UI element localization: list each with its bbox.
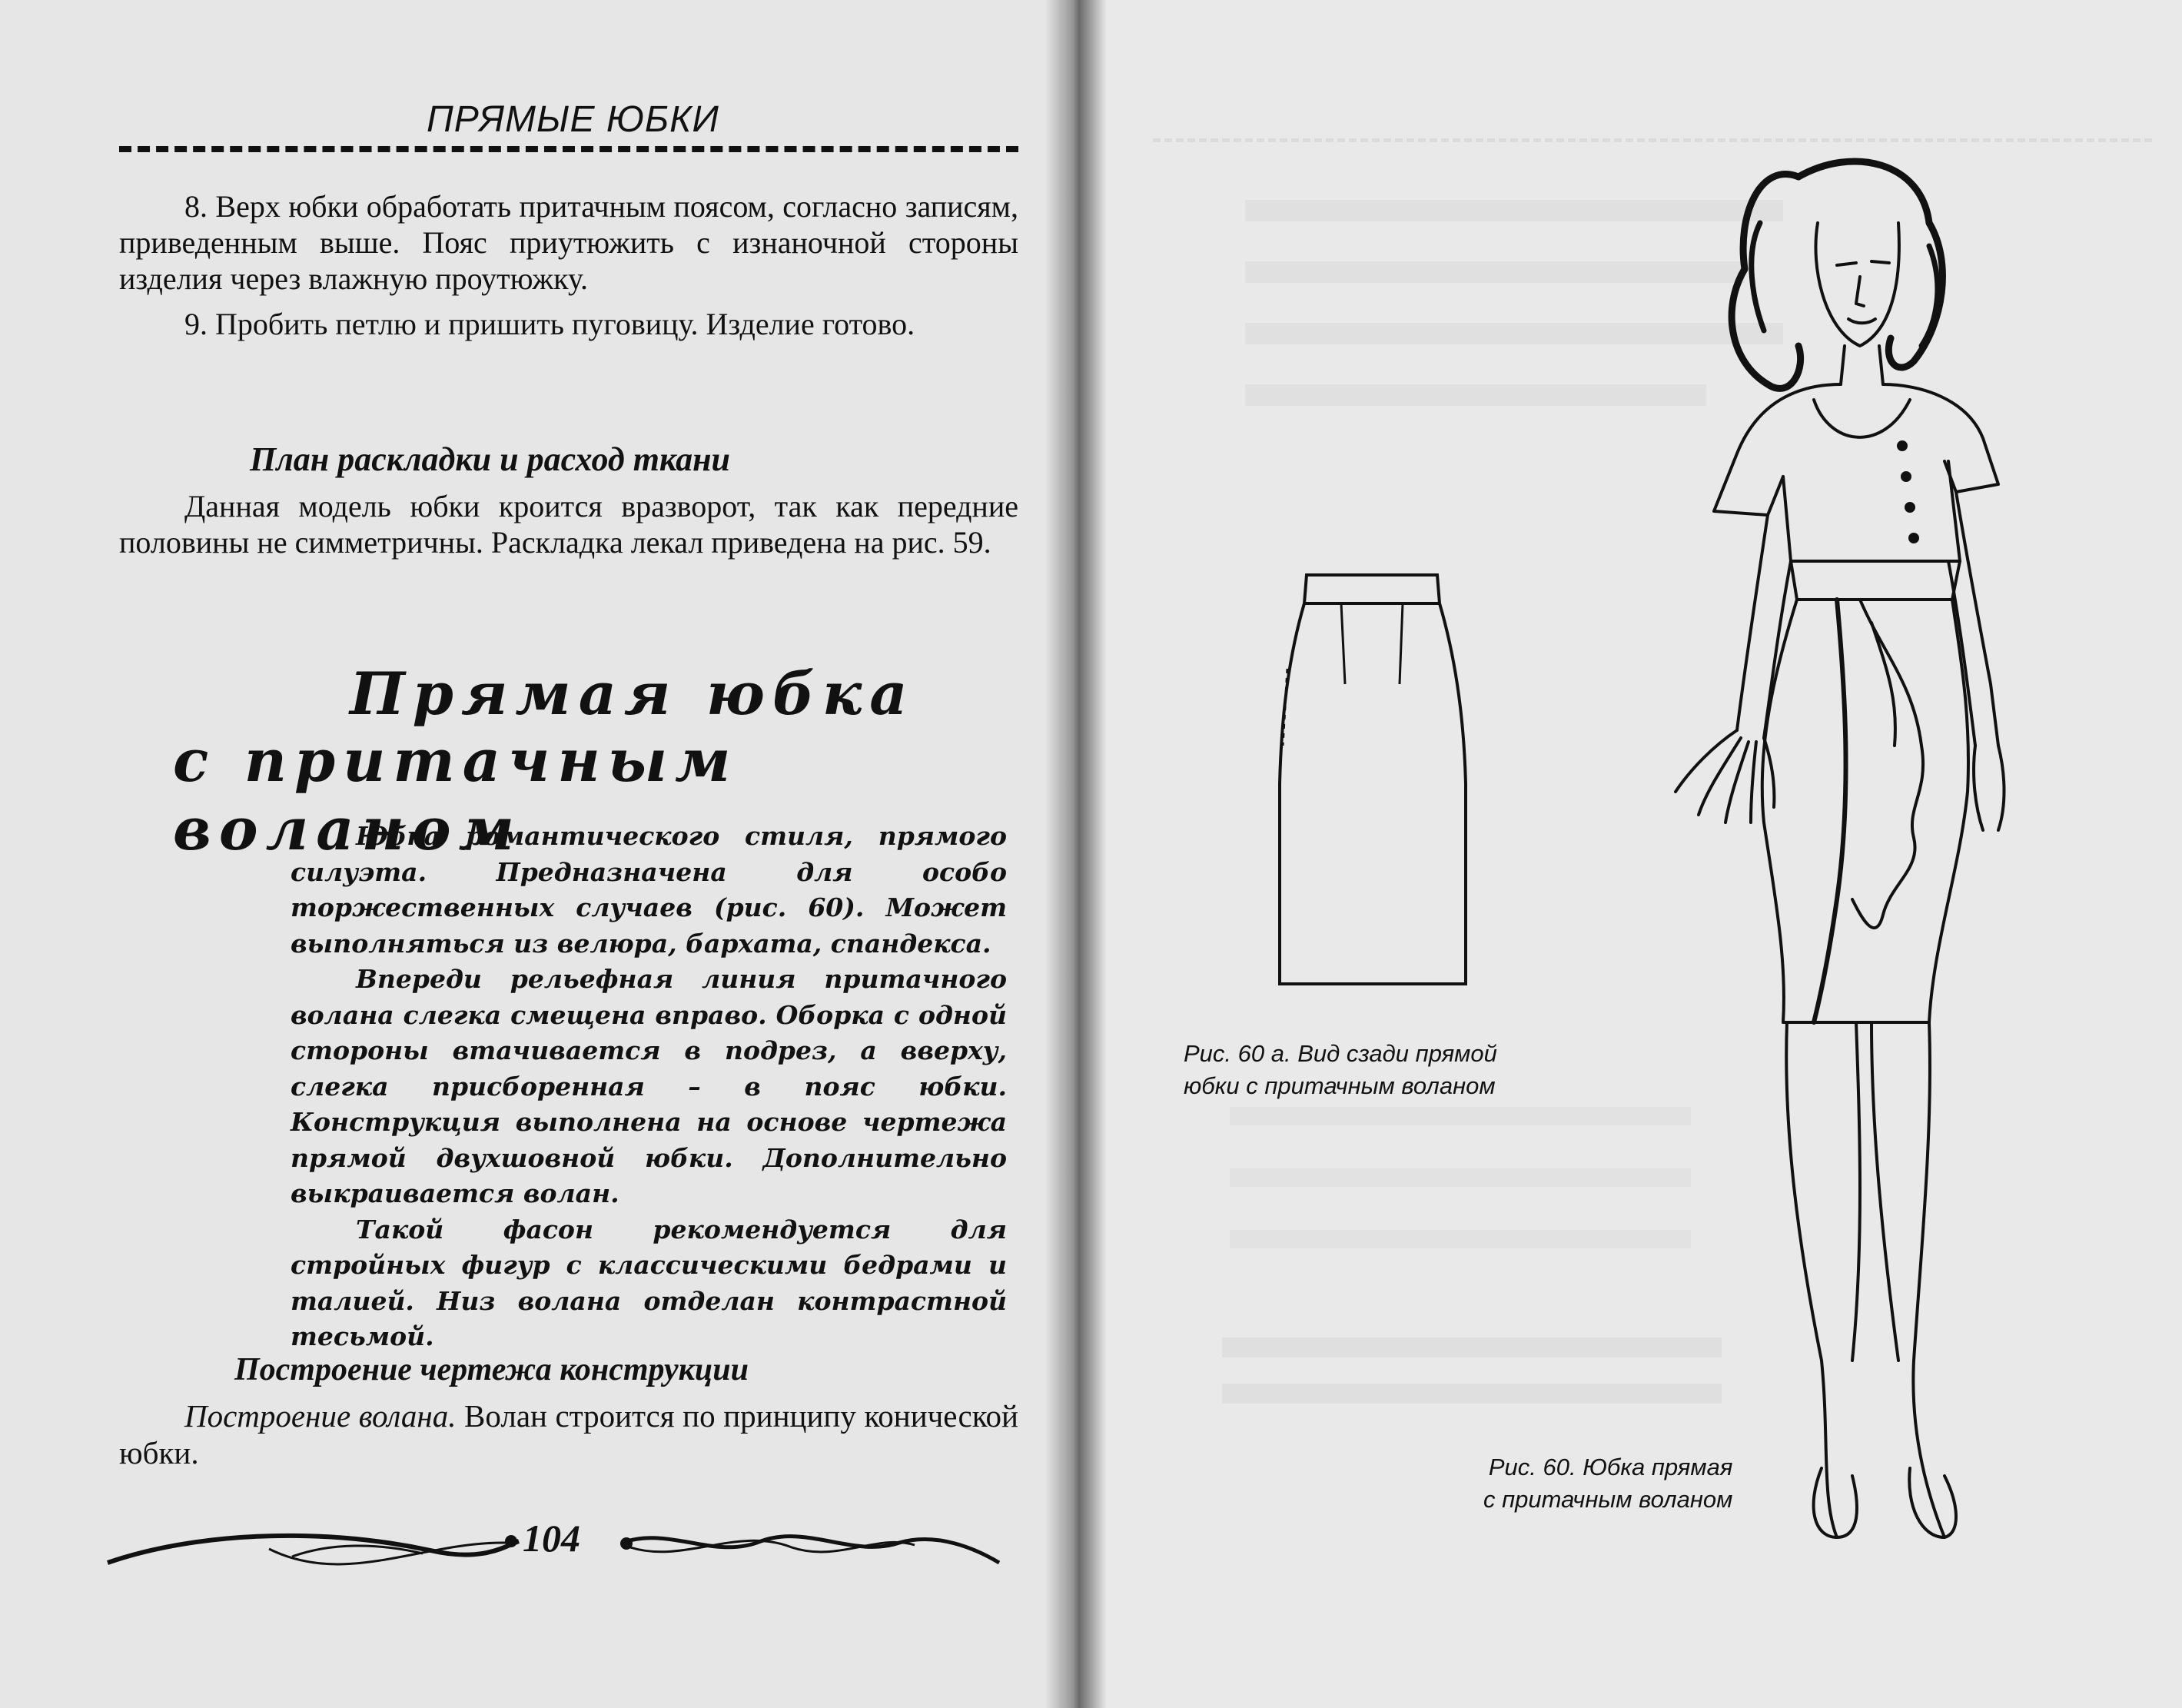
left-page bbox=[0, 0, 1076, 1708]
text-block-steps bbox=[119, 188, 1018, 342]
caption-front-view-line-2: с притачным воланом bbox=[1483, 1486, 1733, 1513]
intro-paragraph-2: Впереди рельефная линия притачного волана слегка смещена вправо. Оборка с одной стороны втачивается в подрез, а вверху, слегка присборенная – в пояс юбки. Конструкция выполнена на основе чертежа прямой двухшовной юбки. Дополнительно выкраивается волан. bbox=[291, 964, 1007, 1208]
layout-heading: План раскладки и расход ткани bbox=[250, 440, 731, 478]
paragraph-step-8: 8. Верх юбки обработать притачным поясом, согласно записям, приведенным выше. Пояс приутюжить с изнаночной стороны изделия через влажную проутюжку. bbox=[119, 189, 1018, 296]
caption-back-view-line-1: Рис. 60 а. Вид сзади прямой bbox=[1184, 1040, 1497, 1067]
caption-front-view bbox=[1483, 1451, 1732, 1516]
running-head: ПРЯМЫЕ ЮБКИ bbox=[427, 99, 719, 140]
layout-paragraph bbox=[119, 488, 1018, 560]
construction-heading: Построение чертежа конструкции bbox=[234, 1352, 749, 1387]
right-page bbox=[1076, 0, 2182, 1708]
chapter-title-line-2: с притачным воланом bbox=[173, 726, 739, 863]
chapter-title-line-1: Прямая юбка bbox=[350, 660, 915, 728]
header-dashed-rule bbox=[119, 146, 1018, 152]
construction-paragraph bbox=[119, 1397, 1018, 1471]
layout-text: Данная модель юбки кроится вразворот, так как передние половины не симметричны. Раскладка лекал приведена на рис. 59. bbox=[119, 489, 1018, 560]
construction-text: Волан строится по принципу конической юбки. bbox=[119, 1398, 1018, 1470]
intro-paragraph-1: Юбка романтического стиля, прямого силуэта. Предназначена для особо торжественных случаев (рис. 60). Может выполняться из велюра, бархата, спандекса. bbox=[291, 821, 1007, 959]
woman-in-skirt-with-flounce-drawing bbox=[1606, 131, 2067, 1553]
intro-paragraph-3: Такой фасон рекомендуется для стройных фигур с классическими бедрами и талией. Низ волана отделан контрастной тесьмой. bbox=[291, 1214, 1007, 1351]
page-number: 104 bbox=[523, 1517, 580, 1560]
intro-text bbox=[291, 819, 1007, 1355]
paragraph-step-9: 9. Пробить петлю и пришить пуговицу. Изделие готово. bbox=[184, 307, 915, 341]
caption-front-view-line-1: Рис. 60. Юбка прямая bbox=[1488, 1454, 1733, 1480]
back-view-skirt-drawing bbox=[1264, 569, 1480, 999]
caption-back-view bbox=[1184, 1038, 1497, 1102]
construction-lead: Построение волана. bbox=[184, 1398, 457, 1434]
caption-back-view-line-2: юбки с притачным воланом bbox=[1184, 1072, 1496, 1099]
